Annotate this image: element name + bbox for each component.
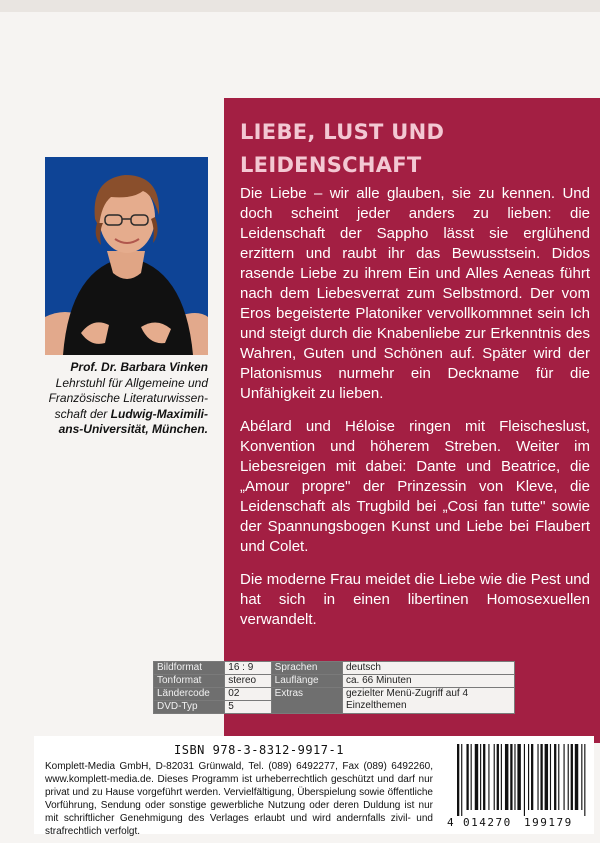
ean-barcode bbox=[445, 742, 591, 828]
spec-label: Bildformat bbox=[154, 662, 225, 675]
barcode-bar bbox=[488, 744, 489, 810]
barcode-bar bbox=[554, 744, 556, 810]
spec-value: 16 : 9 bbox=[225, 662, 271, 675]
barcode-bar bbox=[517, 744, 520, 810]
spec-label: Tonformat bbox=[154, 675, 225, 688]
barcode-bar bbox=[564, 744, 565, 810]
barcode-bar bbox=[480, 744, 481, 810]
author-role-line-1: Lehrstuhl für Allgemeine und bbox=[55, 375, 208, 390]
barcode-bar bbox=[528, 744, 529, 810]
barcode-bar bbox=[494, 744, 495, 810]
barcode-bar bbox=[461, 744, 462, 816]
barcode-bar bbox=[510, 744, 512, 810]
barcode-digits-left: 014270 bbox=[463, 816, 512, 828]
barcode-bar bbox=[483, 744, 485, 810]
barcode-bar bbox=[568, 744, 569, 810]
barcode-bar bbox=[505, 744, 508, 810]
barcode-bar bbox=[524, 744, 525, 816]
barcode-digits-right: 199179 bbox=[524, 816, 573, 828]
barcode-bar bbox=[571, 744, 573, 810]
barcode-bar bbox=[514, 744, 515, 810]
spec-value: 02 bbox=[225, 688, 271, 701]
barcode-bar bbox=[558, 744, 559, 810]
spec-label: Lauflänge bbox=[271, 675, 342, 688]
description-paragraph: Abélard und Héloise ringen mit Fleischeslust, Konvention und höherem Streben. Weiter im Liebesreigen mit dabei: Dante und Beatrice, die „Amour propre" der Prinzessin von Kleve, die Leidenschaft als Trugbild bei „Cosi fan tutte" sowie der Spannungsbogen Kunst und Liebe bei Flaubert und Colet. bbox=[240, 418, 590, 555]
barcode-bar bbox=[466, 744, 468, 810]
spec-value: deutsch bbox=[342, 662, 514, 675]
spec-label: Ländercode bbox=[154, 688, 225, 701]
barcode-bar bbox=[537, 744, 538, 810]
legal-notice: Komplett-Media GmbH, D-82031 Grünwald, Tel. (089) 6492277, Fax (089) 6492260, www.komplett-media.de. Dieses Programm ist urheberrechtlich geschützt und darf nur privat und zu Hause vorgeführt werden. Vervielfältigung, Überspielung sowie öffentliche Vorführung, Sendung oder sonstige gewerbliche Nutzung oder deren Duldung ist nur mit schriftlicher Genehmigung des Verlages erlaubt und wird andernfalls zivil- und strafrechtlich verfolgt. bbox=[45, 761, 433, 837]
author-role-prefix: schaft der bbox=[54, 406, 108, 421]
barcode-bar bbox=[471, 744, 472, 810]
barcode-bar bbox=[497, 744, 499, 810]
spec-row bbox=[154, 662, 515, 675]
university-line-1: Ludwig-Maximili- bbox=[110, 406, 208, 421]
isbn: ISBN 978-3-8312-9917-1 bbox=[174, 743, 344, 757]
barcode-bar bbox=[475, 744, 478, 810]
description-paragraph: Die moderne Frau meidet die Liebe wie die Pest und hat sich in einen libertinen Homosexuellen verwandelt. bbox=[240, 571, 590, 628]
spec-label: DVD-Typ bbox=[154, 701, 225, 714]
spec-value: gezielter Menü-Zugriff auf 4 Einzelthemen bbox=[342, 688, 514, 714]
description-paragraph: Die Liebe – wir alle glauben, sie zu kennen. Und doch scheint jeder anders zu lieben: die Leidenschaft der Sappho lässt sie erglühend erzittern und raubt ihr das Bewusstsein. Didos rasende Liebe zu ihrem Ein und Alles Aeneas führt nach dem Liebesverrat zum Selbstmord. Der vom Eros begeisterte Platoniker vervollkommnet sein Ich und steigt durch die Knabenliebe zur Erkenntnis des Wahren, Guten und Schönen auf. Später wird der Platonismus nurmehr ein Deckname für die Unfähigkeit zu lieben. bbox=[240, 185, 590, 402]
author-caption bbox=[30, 360, 208, 438]
program-title: LIEBE, LUST UND LEIDENSCHAFT bbox=[240, 120, 445, 177]
spec-label: Sprachen bbox=[271, 662, 342, 675]
technical-specs-table bbox=[153, 661, 515, 714]
spec-value: stereo bbox=[225, 675, 271, 688]
author-role-line-3 bbox=[30, 407, 208, 423]
author-role-line-2: Französische Literaturwissen- bbox=[48, 391, 208, 405]
spec-row bbox=[154, 675, 515, 688]
barcode-bar bbox=[584, 744, 585, 816]
university-line-2: ans-Universität, München. bbox=[58, 422, 208, 436]
author-photo bbox=[45, 157, 208, 355]
barcode-bar bbox=[540, 744, 542, 810]
author-photo-illustration bbox=[45, 157, 208, 355]
barcode-bar bbox=[545, 744, 548, 810]
top-strip bbox=[0, 0, 600, 12]
barcode-bar bbox=[457, 744, 459, 816]
spec-row bbox=[154, 688, 515, 701]
barcode-bar bbox=[550, 744, 551, 810]
author-name: Prof. Dr. Barbara Vinken bbox=[70, 360, 208, 374]
barcode-bars bbox=[457, 744, 585, 816]
barcode-bar bbox=[531, 744, 533, 810]
program-description bbox=[240, 184, 590, 643]
barcode-graphic bbox=[445, 742, 591, 828]
barcode-bar bbox=[581, 744, 582, 810]
spec-label: Extras bbox=[271, 688, 342, 714]
barcode-bar bbox=[501, 744, 502, 810]
barcode-digit-first: 4 bbox=[447, 816, 454, 828]
barcode-bar bbox=[575, 744, 578, 810]
spec-value: ca. 66 Minuten bbox=[342, 675, 514, 688]
spec-value: 5 bbox=[225, 701, 271, 714]
